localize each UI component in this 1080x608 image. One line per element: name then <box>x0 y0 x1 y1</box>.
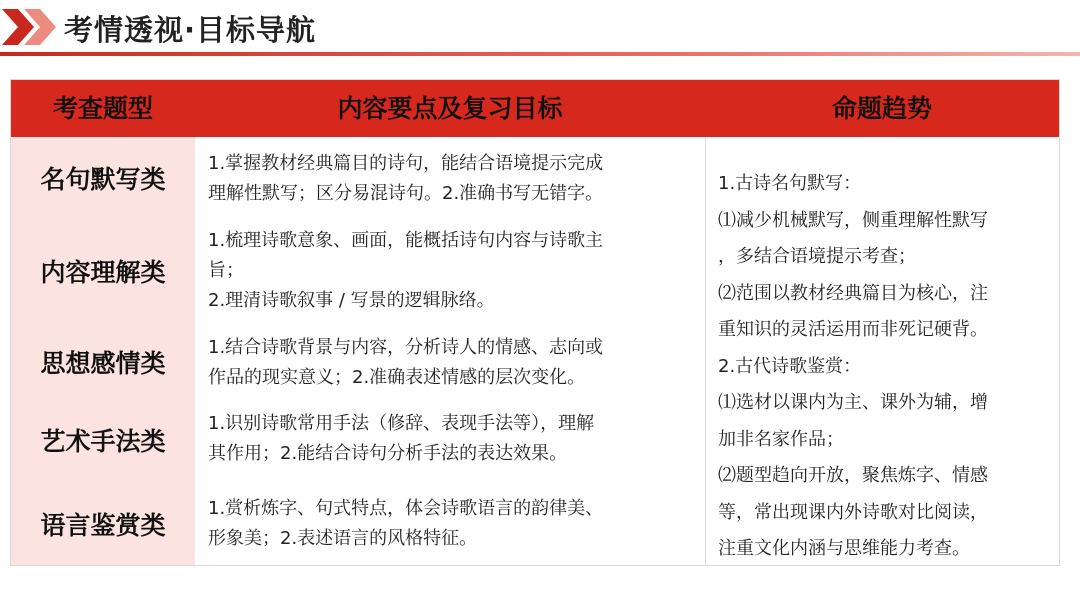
category-label: 思想感情类 <box>40 349 166 378</box>
trend-line: 1.古诗名句默写： <box>718 173 862 194</box>
trend-line: ⑵范围以教材经典篇目为核心，注 <box>718 282 988 304</box>
trend-line: 加非名家作品； <box>718 428 844 450</box>
row-content <box>208 333 686 393</box>
category-label: 名句默写类 <box>40 165 166 194</box>
content-line: 1.赏析炼字、句式特点，体会诗歌语言的韵律美、 <box>208 498 604 519</box>
trend-line: ⑴减少机械默写，侧重理解性默写 <box>718 209 988 231</box>
header-divider <box>0 52 1080 56</box>
trend-line: 2.古代诗歌鉴赏： <box>718 355 862 377</box>
trend-line: 重知识的灵活运用而非死记硬背。 <box>718 319 988 340</box>
column-header-content: 内容要点及复习目标 <box>337 94 563 123</box>
category-label: 内容理解类 <box>40 258 166 287</box>
table-header-row <box>11 80 1059 137</box>
trend-line: 等，常出现课内外诗歌对比阅读， <box>718 501 988 523</box>
content-line: 形象美；2.表述语言的风格特征。 <box>208 528 478 549</box>
content-line: 2.理清诗歌叙事 / 写景的逻辑脉络。 <box>208 290 495 311</box>
content-line: 1.梳理诗歌意象、画面，能概括诗句内容与诗歌主 <box>208 230 604 251</box>
row-content <box>208 226 686 316</box>
content-line: 旨； <box>208 260 244 281</box>
content-line: 作品的现实意义；2.准确表述情感的层次变化。 <box>208 367 586 388</box>
row-content <box>208 409 686 469</box>
row-content <box>208 149 686 209</box>
content-line: 1.识别诗歌常用手法（修辞、表现手法等），理解 <box>208 413 595 434</box>
slide-header <box>0 0 1080 60</box>
category-label: 艺术手法类 <box>40 427 166 456</box>
exam-table <box>10 79 1060 566</box>
trend-text <box>718 166 1054 568</box>
chevron-right-icon <box>24 9 56 45</box>
trend-line: 注重文化内涵与思维能力考查。 <box>718 538 970 559</box>
content-line: 1.结合诗歌背景与内容，分析诗人的情感、志向或 <box>208 337 604 358</box>
content-line: 理解性默写；区分易混诗句。2.准确书写无错字。 <box>208 183 604 204</box>
column-divider <box>705 137 706 565</box>
content-line: 1.掌握教材经典篇目的诗句，能结合语境提示完成 <box>208 153 604 174</box>
trend-line: ⑵题型趋向开放，聚焦炼字、情感 <box>718 465 988 486</box>
category-label: 语言鉴赏类 <box>40 511 166 540</box>
column-header-trend: 命题趋势 <box>831 94 932 123</box>
trend-line: ，多结合语境提示考查； <box>718 246 916 267</box>
column-header-type: 考查题型 <box>52 94 153 123</box>
trend-line: ⑴选材以课内为主、课外为辅，增 <box>718 392 988 413</box>
row-content <box>208 494 686 554</box>
page-title: 考情透视·目标导航 <box>64 13 317 47</box>
content-line: 其作用；2.能结合诗句分析手法的表达效果。 <box>208 443 568 464</box>
